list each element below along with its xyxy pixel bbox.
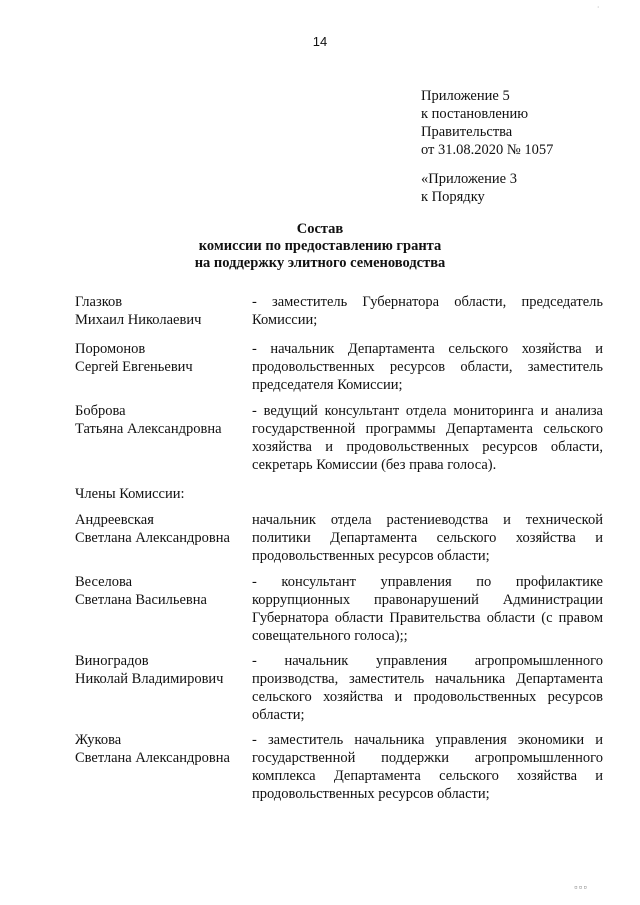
- surname: Глазков: [75, 294, 123, 310]
- given-name: Татьяна Александровна: [75, 421, 222, 437]
- title-line: комиссии по предоставлению гранта: [198, 238, 442, 254]
- given-name: Сергей Евгеньевич: [75, 359, 193, 375]
- member-name: [75, 511, 245, 547]
- appendix-reference: [421, 87, 621, 159]
- title-line: Состав: [296, 221, 344, 237]
- member-role: - ведущий консультант отдела мониторинга и анализа государственной программы Департамента сельского хозяйства и продовольственных ресурсов области, секретарь Комиссии (без права голоса).: [252, 403, 603, 473]
- appendix-line: Правительства: [421, 124, 513, 140]
- surname: Поромонов: [75, 341, 146, 357]
- appendix-line: от 31.08.2020 № 1057: [421, 142, 554, 158]
- appendix-order-reference: [421, 170, 621, 206]
- appendix-line: Приложение 5: [421, 88, 510, 104]
- member-role: - заместитель Губернатора области, председатель Комиссии;: [252, 294, 603, 328]
- appendix-line: к постановлению: [421, 106, 529, 122]
- member-role: - начальник Департамента сельского хозяйства и продовольственных ресурсов области, заместитель председателя Комиссии;: [252, 341, 603, 393]
- member-name: [75, 731, 245, 767]
- appendix-line: «Приложение 3: [421, 171, 517, 187]
- given-name: Светлана Александровна: [75, 530, 230, 546]
- given-name: Светлана Александровна: [75, 750, 230, 766]
- surname: Боброва: [75, 403, 126, 419]
- given-name: Михаил Николаевич: [75, 312, 202, 328]
- appendix-line: к Порядку: [421, 189, 485, 205]
- member-name: [75, 402, 245, 438]
- scan-stamp: ▫▫▫: [574, 884, 588, 891]
- member-role: начальник отдела растениеводства и технической политики Департамента сельского хозяйства и продовольственных ресурсов области;: [252, 512, 603, 564]
- scan-mark: ·: [596, 4, 600, 11]
- surname: Веселова: [75, 574, 133, 590]
- member-role: - заместитель начальника управления экономики и государственной поддержки агропромышленного комплекса Департамента сельского хозяйства и продовольственных ресурсов области;: [252, 732, 603, 802]
- surname: Жукова: [75, 732, 122, 748]
- member-name: [75, 293, 245, 329]
- given-name: Николай Владимирович: [75, 671, 224, 687]
- surname: Виноградов: [75, 653, 149, 669]
- members-label: Члены Комиссии:: [75, 486, 185, 502]
- given-name: Светлана Васильевна: [75, 592, 207, 608]
- member-role: - начальник управления агропромышленного производства, заместитель начальника Департамента сельского хозяйства и продовольственных ресурсов области;: [252, 653, 603, 723]
- member-name: [75, 573, 245, 609]
- surname: Андреевская: [75, 512, 154, 528]
- member-name: [75, 340, 245, 376]
- member-role: - консультант управления по профилактике коррупционных правонарушений Администрации Губернатора области Правительства области (с правом совещательного голоса);;: [252, 574, 603, 644]
- member-name: [75, 652, 245, 688]
- page-number: 14: [312, 34, 328, 49]
- title-line: на поддержку элитного семеноводства: [194, 255, 446, 271]
- document-title: [0, 221, 640, 272]
